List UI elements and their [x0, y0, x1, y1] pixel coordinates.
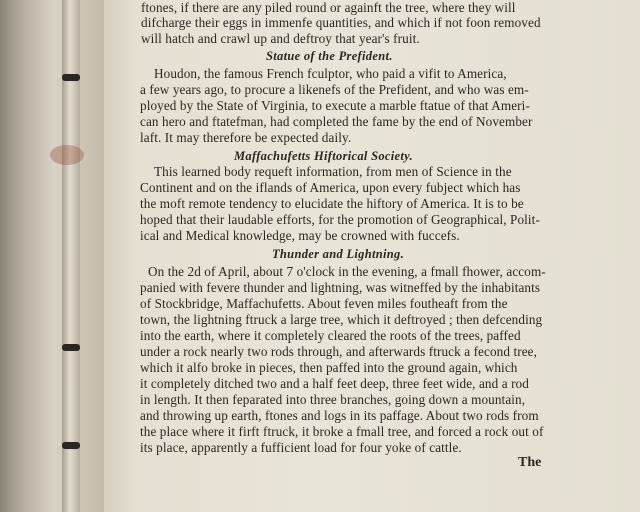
text-line: its place, apparently a fufficient load for four yoke of cattle. [140, 440, 462, 455]
text-line: ical and Medical knowledge, may be crowned with fuccefs. [140, 228, 460, 243]
text-line: the moft remote tendency to elucidate the hiftory of America. It is to be [140, 196, 524, 211]
catchword: The [518, 455, 542, 470]
section-heading: Maffachufetts Hiftorical Society. [234, 149, 413, 163]
text-line: town, the lightning ftruck a large tree, which it deftroyed ; then defcending [140, 312, 543, 327]
binding-stitch [62, 74, 80, 81]
paper-stain [50, 145, 84, 165]
text-line: panied with fevere thunder and lightning, was witneffed by the inhabitants [140, 280, 541, 295]
binding-stitch [62, 442, 80, 449]
text-line: under a rock nearly two rods through, and afterwards ftruck a fecond tree, [140, 344, 538, 359]
text-line: can hero and ftatefman, had completed the fame by the end of November [140, 114, 533, 129]
text-line: difcharge their eggs in immenfe quantities, and which if not foon removed [141, 15, 541, 30]
text-line: will hatch and crawl up and deftroy that year's fruit. [141, 31, 420, 46]
text-line: laft. It may therefore be expected daily. [140, 130, 352, 145]
text-line: which it alfo broke in pieces, then paffed into the ground again, which [140, 360, 518, 375]
binding-gutter [0, 0, 112, 512]
text-line: it completely ditched two and a half feet deep, three feet wide, and a rod [140, 376, 529, 391]
document-page [104, 0, 640, 512]
text-line: hoped that their laudable efforts, for the promotion of Geographical, Polit- [140, 212, 540, 227]
text-line: and throwing up earth, ftones and logs in its paffage. About two rods from [140, 408, 539, 423]
binding-stitch [62, 344, 80, 351]
text-line: On the 2d of April, about 7 o'clock in the evening, a fmall fhower, accom- [148, 264, 546, 279]
text-line: Continent and on the iflands of America, upon every fubject which has [140, 180, 521, 195]
text-line: ftones, if there are any piled round or againft the tree, where they will [141, 0, 516, 15]
text-line: This learned body requeft information, from men of Science in the [154, 164, 512, 179]
text-line: a few years ago, to procure a likenefs of the Prefident, and who was em- [140, 82, 529, 97]
section-heading: Statue of the Prefident. [266, 49, 393, 63]
text-line: of Stockbridge, Maffachufetts. About feven miles foutheaft from the [140, 296, 508, 311]
text-line: ployed by the State of Virginia, to execute a marble ftatue of that Ameri- [140, 98, 530, 113]
text-line: in length. It then feparated into three branches, going down a mountain, [140, 392, 526, 407]
text-line: the place where it firft ftruck, it broke a fmall tree, and forced a rock out of [140, 424, 544, 439]
text-line: into the earth, where it completely cleared the roots of the trees, paffed [140, 328, 521, 343]
section-heading: Thunder and Lightning. [272, 247, 404, 261]
text-line: Houdon, the famous French fculptor, who paid a vifit to America, [154, 66, 507, 81]
